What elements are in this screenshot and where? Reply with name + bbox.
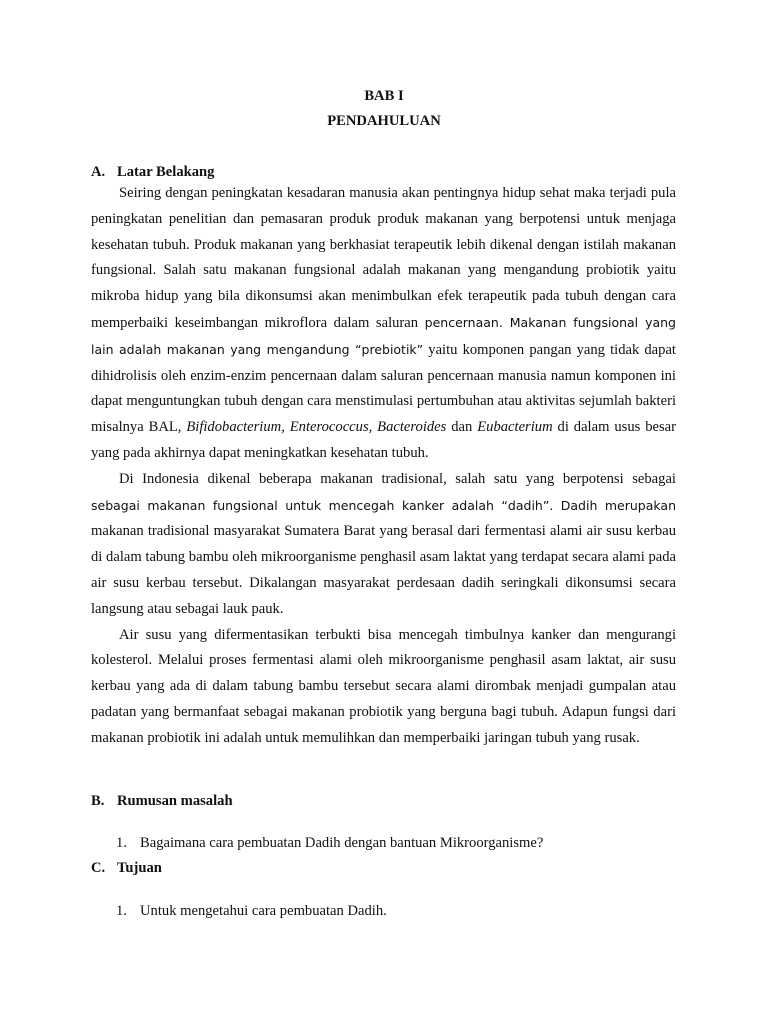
- list-item-number: 1.: [116, 835, 127, 851]
- section-a-number: A.: [91, 164, 106, 180]
- paragraph-1-italic-genera: Bifidobacterium, Enterococcus, Bacteroides: [186, 419, 447, 436]
- paragraph-1-text-e: di dalam usus besar yang pada akhirnya dapat meningkatkan kesehatan tubuh.: [91, 419, 676, 461]
- chapter-title: PENDAHULUAN: [327, 113, 441, 129]
- paragraph-1-text-b: pencernaan. Makanan fungsional yang lain adalah makanan yang mengandung “prebiotik”: [91, 314, 676, 357]
- paragraph-2-text-b: sebagai makanan fungsional untuk mencegah kanker adalah “dadih”. Dadih merupakan: [91, 497, 676, 513]
- section-c-number: C.: [91, 860, 106, 876]
- list-item-number: 1.: [116, 903, 127, 919]
- section-b-number: B.: [91, 793, 105, 809]
- section-c-title: Tujuan: [117, 860, 162, 876]
- section-b-heading: [91, 793, 233, 810]
- section-a-heading: [91, 164, 214, 181]
- list-item: [116, 835, 543, 852]
- paragraph-1-text-c: yaitu komponen pangan yang tidak dapat dihidrolisis oleh enzim-enzim pencernaan dalam saluran pencernaan manusia namun komponen ini dapat menguntungkan tubuh dengan cara menstimulasi pertumbuhan atau aktivitas sejumlah bakteri misalnya BAL,: [91, 341, 676, 436]
- paragraph-2: [91, 467, 676, 623]
- list-item: [116, 903, 387, 920]
- list-item-text: Untuk mengetahui cara pembuatan Dadih.: [140, 903, 387, 919]
- paragraph-3: Air susu yang difermentasikan terbukti bisa mencegah timbulnya kanker dan mengurangi kolesterol. Melalui proses fermentasi alami oleh mikroorganisme penghasil asam laktat, air susu kerbau yang ada di dalam tabung bambu tersebut secara alami dirombak menjadi gumpalan atau padatan yang bermanfaat sebagai makanan probiotik yang berguna bagi tubuh. Adapun fungsi dari makanan probiotik ini adalah untuk memulihkan dan memperbaiki jaringan tubuh yang rusak.: [91, 626, 676, 746]
- chapter-number: BAB I: [364, 88, 404, 104]
- paragraph-1-text-d: dan: [446, 419, 478, 436]
- paragraph-1: [91, 181, 676, 467]
- paragraph-1-italic-eubacterium: Eubacterium: [477, 419, 553, 436]
- section-a-title: Latar Belakang: [117, 164, 215, 180]
- paragraph-1-text-a: Seiring dengan peningkatan kesadaran manusia akan pentingnya hidup sehat maka terjadi pula peningkatan penelitian dan pemasaran produk produk makanan yang berpotensi untuk menjaga kesehatan tubuh. Produk makanan yang berkhasiat terapeutik lebih dikenal dengan istilah makanan fungsional. Salah satu makanan fungsional adalah makanan yang mengandung probiotik yaitu mikroba hidup yang bila dikonsumsi akan menimbulkan efek terapeutik pada tubuh dengan cara memperbaiki keseimbangan mikroflora dalam saluran: [91, 185, 676, 331]
- section-c-heading: [91, 860, 162, 877]
- section-b-title: Rumusan masalah: [117, 793, 233, 809]
- list-item-text: Bagaimana cara pembuatan Dadih dengan bantuan Mikroorganisme?: [140, 835, 544, 851]
- section-a-body: [91, 181, 676, 752]
- paragraph-2-text-a: Di Indonesia dikenal beberapa makanan tradisional, salah satu yang berpotensi sebagai: [119, 470, 676, 487]
- paragraph-2-text-c: makanan tradisional masyarakat Sumatera Barat yang berasal dari fermentasi alami air susu kerbau di dalam tabung bambu oleh mikroorganisme penghasil asam laktat yang terdapat secara alami pada air susu kerbau tersebut. Dikalangan masyarakat perdesaan dadih seringkali dikonsumsi secara langsung atau sebagai lauk pauk.: [91, 523, 676, 617]
